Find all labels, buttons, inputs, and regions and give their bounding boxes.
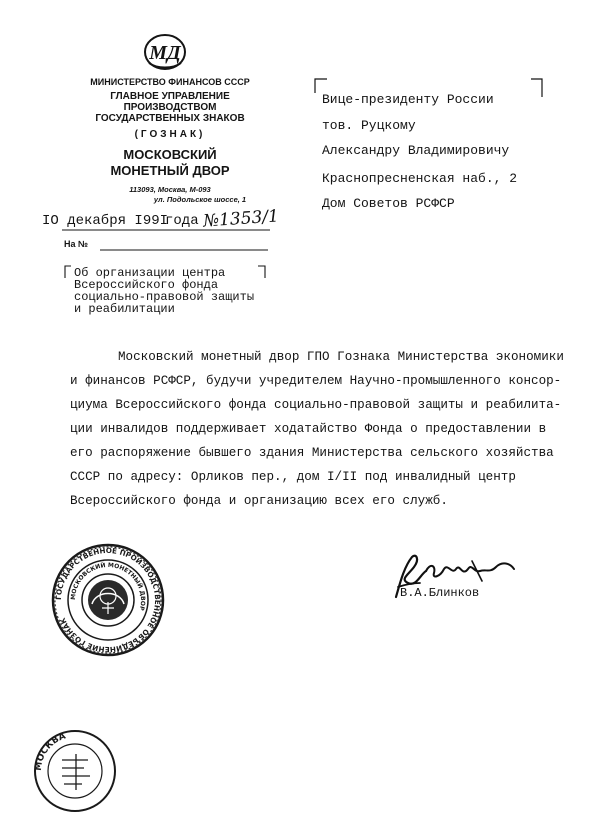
addressee-line: Дом Советов РСФСР bbox=[322, 196, 455, 211]
reference-label: На № bbox=[64, 239, 89, 249]
mint-address-line-1: 113093, Москва, М-093 bbox=[129, 185, 211, 194]
logo-letters: МД bbox=[149, 42, 181, 64]
stamp2-scribble bbox=[62, 754, 90, 790]
mint-address-line-2: ул. Подольское шоссе, 1 bbox=[153, 195, 247, 204]
document-number: №1353/1 bbox=[202, 206, 280, 232]
body-line: СССР по адресу: Орликов пер., дом I/II под инвалидный центр bbox=[70, 470, 516, 484]
subject-line: Об организации центра bbox=[74, 266, 226, 280]
date-year-word: года bbox=[165, 213, 199, 229]
reference-underline bbox=[100, 249, 270, 253]
seal-inner-text: МОСКОВСКИЙ МОНЕТНЫЙ ДВОР bbox=[69, 561, 147, 612]
body-line: ции инвалидов поддерживает ходатайство Фонда о предоставлении в bbox=[70, 422, 547, 436]
directorate-line-2: ПРОИЗВОДСТВОМ bbox=[123, 102, 217, 113]
date-underline bbox=[62, 229, 272, 233]
svg-text:МОСКВА bbox=[34, 731, 67, 771]
stamp2-text: МОСКВА bbox=[33, 731, 68, 772]
seal-outer-text: ГОСУДАРСТВЕННОЕ ПРОИЗВОДСТВЕННОЕ ОБЪЕДИНЕНИЕ ГОЗНАК bbox=[53, 545, 163, 655]
body-line: и финансов РСФСР, будучи учредителем Научно-промышленного консор- bbox=[70, 374, 562, 388]
body-line: циума Всероссийского фонда социально-правовой защиты и реабилита- bbox=[70, 398, 562, 412]
body-line: Московский монетный двор ГПО Гознака Министерства экономики bbox=[118, 350, 564, 364]
goznak-label: (ГОЗНАК) bbox=[134, 129, 206, 140]
body-line: Всероссийского фонда и организацию всех его служб. bbox=[70, 494, 448, 508]
document-date: IO декабря I99I bbox=[42, 213, 169, 229]
addressee-line: Вице-президенту России bbox=[322, 92, 494, 107]
directorate-line-3: ГОСУДАРСТВЕННЫХ ЗНАКОВ bbox=[95, 113, 245, 124]
subject-line: Всероссийского фонда bbox=[74, 278, 219, 292]
addressee-line: тов. Руцкому bbox=[322, 118, 416, 133]
mint-logo-icon bbox=[143, 33, 187, 71]
subject-line: и реабилитации bbox=[74, 302, 175, 316]
mint-name-line-1: МОСКОВСКИЙ bbox=[123, 147, 217, 162]
official-seal-icon bbox=[50, 542, 166, 658]
date-stamp-icon bbox=[32, 726, 118, 806]
addressee-line: Александру Владимировичу bbox=[322, 143, 510, 158]
subject-corner-right bbox=[257, 265, 267, 279]
addressee-line: Краснопресненская наб., 2 bbox=[322, 171, 518, 186]
directorate-line-1: ГЛАВНОЕ УПРАВЛЕНИЕ bbox=[110, 91, 230, 102]
body-line: его распоряжение бывшего здания Министерства сельского хозяйства bbox=[70, 446, 554, 460]
ministry-name: МИНИСТЕРСТВО ФИНАНСОВ СССР bbox=[90, 77, 250, 87]
subject-line: социально-правовой защиты bbox=[74, 290, 255, 304]
seal-emblem-icon bbox=[88, 580, 128, 620]
mint-name-line-2: МОНЕТНЫЙ ДВОР bbox=[110, 163, 230, 178]
addressee-corner-right bbox=[530, 78, 544, 98]
signatory-name: В.А.Блинков bbox=[400, 586, 480, 600]
subject-corner-left bbox=[64, 265, 72, 279]
